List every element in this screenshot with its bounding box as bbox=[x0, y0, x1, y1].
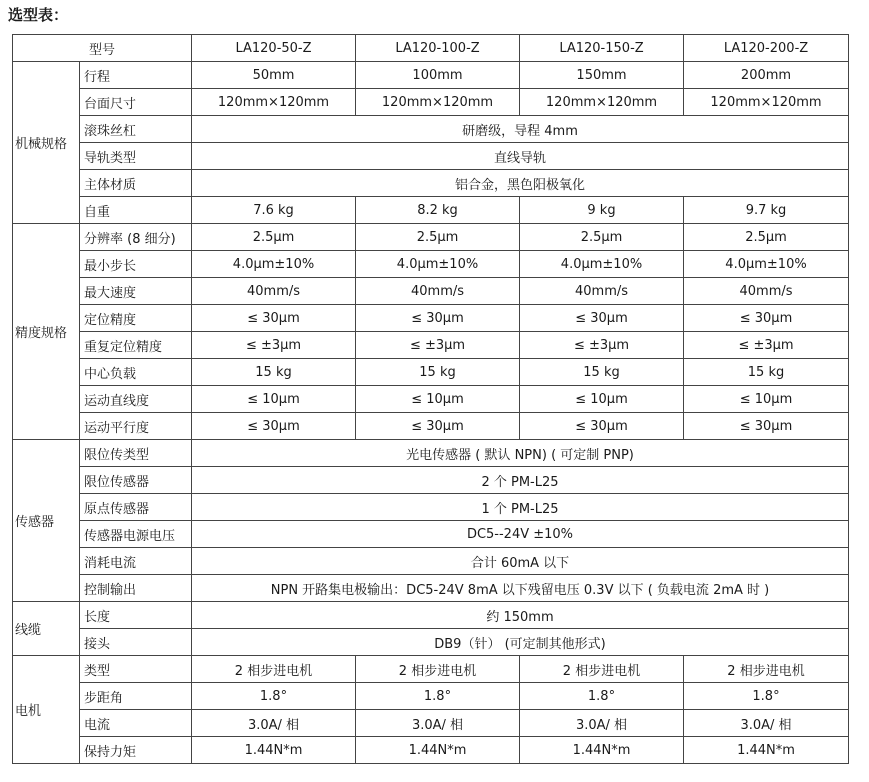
shared-value-cell: DB9（针） (可定制其他形式) bbox=[192, 629, 849, 656]
shared-value-cell: 铝合金，黑色阳极氧化 bbox=[192, 170, 849, 197]
value-cell: ≤ 30μm bbox=[356, 413, 520, 440]
header-model-cell: LA120-200-Z bbox=[684, 35, 849, 62]
shared-value-cell: DC5--24V ±10% bbox=[192, 521, 849, 548]
header-model-cell: LA120-100-Z bbox=[356, 35, 520, 62]
parameter-label: 分辨率 (8 细分) bbox=[80, 224, 192, 251]
value-cell: 2.5μm bbox=[684, 224, 849, 251]
table-row bbox=[13, 143, 849, 170]
value-cell: 1.8° bbox=[356, 683, 520, 710]
parameter-label: 控制输出 bbox=[80, 575, 192, 602]
table-row bbox=[13, 575, 849, 602]
parameter-label: 中心负载 bbox=[80, 359, 192, 386]
parameter-label: 类型 bbox=[80, 656, 192, 683]
value-cell: 1.8° bbox=[684, 683, 849, 710]
parameter-label: 最小步长 bbox=[80, 251, 192, 278]
value-cell: ≤ ±3μm bbox=[684, 332, 849, 359]
parameter-label: 步距角 bbox=[80, 683, 192, 710]
value-cell: 120mm×120mm bbox=[520, 89, 684, 116]
table-row bbox=[13, 305, 849, 332]
shared-value-cell: 研磨级，导程 4mm bbox=[192, 116, 849, 143]
value-cell: 1.8° bbox=[192, 683, 356, 710]
value-cell: 7.6 kg bbox=[192, 197, 356, 224]
value-cell: 200mm bbox=[684, 62, 849, 89]
value-cell: ≤ 30μm bbox=[192, 413, 356, 440]
value-cell: 15 kg bbox=[520, 359, 684, 386]
table-row bbox=[13, 467, 849, 494]
group-label: 精度规格 bbox=[13, 224, 80, 440]
value-cell: 9 kg bbox=[520, 197, 684, 224]
value-cell: ≤ 10μm bbox=[192, 386, 356, 413]
value-cell: 40mm/s bbox=[192, 278, 356, 305]
table-row bbox=[13, 386, 849, 413]
group-label: 线缆 bbox=[13, 602, 80, 656]
table-row bbox=[13, 332, 849, 359]
table-row bbox=[13, 440, 849, 467]
value-cell: 120mm×120mm bbox=[192, 89, 356, 116]
parameter-label: 限位传感器 bbox=[80, 467, 192, 494]
value-cell: 8.2 kg bbox=[356, 197, 520, 224]
table-row bbox=[13, 62, 849, 89]
parameter-label: 运动平行度 bbox=[80, 413, 192, 440]
value-cell: ≤ ±3μm bbox=[520, 332, 684, 359]
value-cell: 1.44N*m bbox=[192, 737, 356, 764]
value-cell: 1.8° bbox=[520, 683, 684, 710]
parameter-label: 限位传类型 bbox=[80, 440, 192, 467]
table-row bbox=[13, 116, 849, 143]
shared-value-cell: 1 个 PM-L25 bbox=[192, 494, 849, 521]
value-cell: 40mm/s bbox=[684, 278, 849, 305]
shared-value-cell: 2 个 PM-L25 bbox=[192, 467, 849, 494]
value-cell: 1.44N*m bbox=[520, 737, 684, 764]
shared-value-cell: 约 150mm bbox=[192, 602, 849, 629]
value-cell: 1.44N*m bbox=[684, 737, 849, 764]
header-model-cell: LA120-150-Z bbox=[520, 35, 684, 62]
value-cell: 2 相步进电机 bbox=[684, 656, 849, 683]
value-cell: 40mm/s bbox=[520, 278, 684, 305]
shared-value-cell: 光电传感器 ( 默认 NPN) ( 可定制 PNP) bbox=[192, 440, 849, 467]
value-cell: 2 相步进电机 bbox=[520, 656, 684, 683]
value-cell: ≤ 30μm bbox=[192, 305, 356, 332]
parameter-label: 滚珠丝杠 bbox=[80, 116, 192, 143]
table-row bbox=[13, 656, 849, 683]
value-cell: 120mm×120mm bbox=[684, 89, 849, 116]
parameter-label: 台面尺寸 bbox=[80, 89, 192, 116]
table-row bbox=[13, 710, 849, 737]
table-row bbox=[13, 602, 849, 629]
value-cell: 3.0A/ 相 bbox=[356, 710, 520, 737]
page-title: 选型表： bbox=[8, 6, 69, 24]
header-model-label: 型号 bbox=[13, 35, 192, 62]
value-cell: 3.0A/ 相 bbox=[684, 710, 849, 737]
table-row bbox=[13, 197, 849, 224]
parameter-label: 接头 bbox=[80, 629, 192, 656]
value-cell: 9.7 kg bbox=[684, 197, 849, 224]
value-cell: ≤ ±3μm bbox=[356, 332, 520, 359]
value-cell: 2 相步进电机 bbox=[192, 656, 356, 683]
shared-value-cell: 直线导轨 bbox=[192, 143, 849, 170]
value-cell: 2 相步进电机 bbox=[356, 656, 520, 683]
value-cell: ≤ 10μm bbox=[684, 386, 849, 413]
value-cell: 150mm bbox=[520, 62, 684, 89]
value-cell: 4.0μm±10% bbox=[356, 251, 520, 278]
parameter-label: 长度 bbox=[80, 602, 192, 629]
parameter-label: 定位精度 bbox=[80, 305, 192, 332]
value-cell: 40mm/s bbox=[356, 278, 520, 305]
parameter-label: 重复定位精度 bbox=[80, 332, 192, 359]
parameter-label: 保持力矩 bbox=[80, 737, 192, 764]
table-row bbox=[13, 494, 849, 521]
parameter-label: 自重 bbox=[80, 197, 192, 224]
parameter-label: 电流 bbox=[80, 710, 192, 737]
value-cell: 15 kg bbox=[192, 359, 356, 386]
group-label: 传感器 bbox=[13, 440, 80, 602]
table-header-row bbox=[13, 35, 849, 62]
value-cell: 15 kg bbox=[356, 359, 520, 386]
value-cell: ≤ 10μm bbox=[520, 386, 684, 413]
value-cell: 50mm bbox=[192, 62, 356, 89]
value-cell: 2.5μm bbox=[520, 224, 684, 251]
table-row bbox=[13, 629, 849, 656]
value-cell: 15 kg bbox=[684, 359, 849, 386]
parameter-label: 主体材质 bbox=[80, 170, 192, 197]
value-cell: 1.44N*m bbox=[356, 737, 520, 764]
value-cell: 4.0μm±10% bbox=[520, 251, 684, 278]
table-row bbox=[13, 278, 849, 305]
table-row bbox=[13, 521, 849, 548]
parameter-label: 运动直线度 bbox=[80, 386, 192, 413]
value-cell: 100mm bbox=[356, 62, 520, 89]
value-cell: 3.0A/ 相 bbox=[520, 710, 684, 737]
value-cell: 4.0μm±10% bbox=[684, 251, 849, 278]
parameter-label: 传感器电源电压 bbox=[80, 521, 192, 548]
spec-table bbox=[12, 34, 849, 764]
parameter-label: 消耗电流 bbox=[80, 548, 192, 575]
header-model-cell: LA120-50-Z bbox=[192, 35, 356, 62]
group-label: 机械规格 bbox=[13, 62, 80, 224]
parameter-label: 最大速度 bbox=[80, 278, 192, 305]
table-row bbox=[13, 548, 849, 575]
parameter-label: 导轨类型 bbox=[80, 143, 192, 170]
shared-value-cell: NPN 开路集电极输出：DC5-24V 8mA 以下残留电压 0.3V 以下 ( 负载电流 2mA 时 ) bbox=[192, 575, 849, 602]
value-cell: 2.5μm bbox=[356, 224, 520, 251]
value-cell: ≤ 30μm bbox=[684, 413, 849, 440]
value-cell: ≤ 30μm bbox=[356, 305, 520, 332]
value-cell: 4.0μm±10% bbox=[192, 251, 356, 278]
value-cell: ≤ 10μm bbox=[356, 386, 520, 413]
parameter-label: 行程 bbox=[80, 62, 192, 89]
table-row bbox=[13, 170, 849, 197]
table-row bbox=[13, 359, 849, 386]
table-row bbox=[13, 89, 849, 116]
table-row bbox=[13, 413, 849, 440]
value-cell: ≤ 30μm bbox=[520, 413, 684, 440]
group-label: 电机 bbox=[13, 656, 80, 764]
table-row bbox=[13, 683, 849, 710]
value-cell: ≤ 30μm bbox=[520, 305, 684, 332]
value-cell: 120mm×120mm bbox=[356, 89, 520, 116]
value-cell: ≤ 30μm bbox=[684, 305, 849, 332]
parameter-label: 原点传感器 bbox=[80, 494, 192, 521]
shared-value-cell: 合计 60mA 以下 bbox=[192, 548, 849, 575]
value-cell: 2.5μm bbox=[192, 224, 356, 251]
table-row bbox=[13, 251, 849, 278]
value-cell: ≤ ±3μm bbox=[192, 332, 356, 359]
table-row bbox=[13, 737, 849, 764]
value-cell: 3.0A/ 相 bbox=[192, 710, 356, 737]
table-row bbox=[13, 224, 849, 251]
